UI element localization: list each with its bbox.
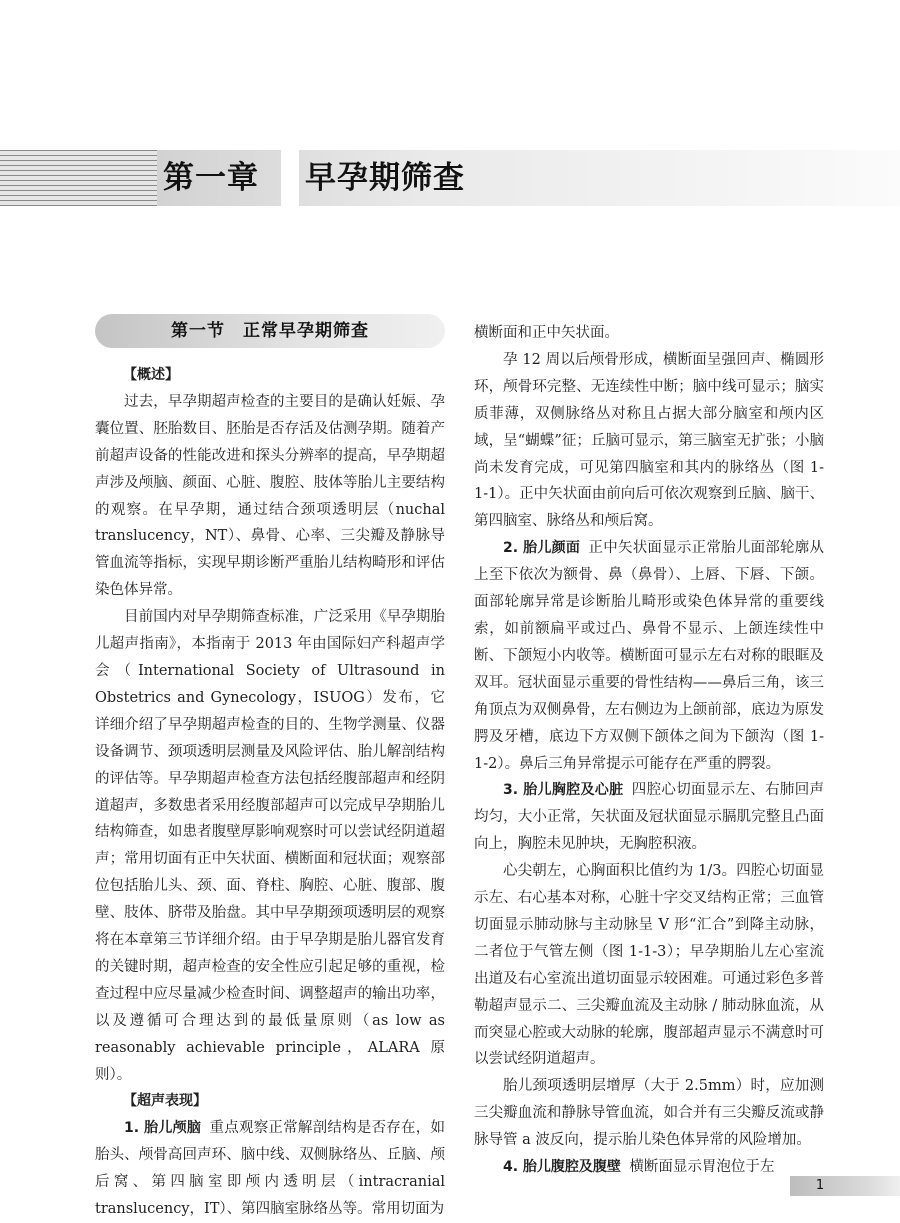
item-fetal-abdomen-label: 4. 胎儿腹腔及腹壁 — [503, 1159, 621, 1176]
item-fetal-brain — [95, 1115, 445, 1223]
week12-paragraph: 孕 12 周以后颅骨形成，横断面呈强回声、椭圆形环，颅骨环完整、无连续性中断；脑中线可显示；脑实质菲薄，双侧脉络丛对称且占据大部分脑室和颅内区域，呈“蝴蝶”征；丘脑可显示，第三脑室无扩张；小脑尚未发育完成，可见第四脑室和其内的脉络丛（图 1-1-1）。正中矢状面由前向后可依次观察到丘脑、脑干、第四脑室、脉络丛和颅后窝。 — [474, 351, 824, 530]
right-column — [474, 320, 824, 1181]
item-fetal-chest-heart — [474, 777, 824, 858]
chapter-banner — [157, 150, 900, 206]
nt-paragraph: 胎儿颈项透明层增厚（大于 2.5mm）时，应加测三尖瓣血流和静脉导管血流，如合并有三尖瓣反流或静脉导管 a 波反向，提示胎儿染色体异常的风险增加。 — [474, 1078, 824, 1149]
chapter-title: 早孕期筛查 — [305, 160, 465, 196]
item-fetal-brain-label: 1. 胎儿颅脑 — [124, 1120, 202, 1137]
banner-divider — [281, 150, 299, 206]
item-fetal-abdomen-text: 横断面显示胃泡位于左 — [629, 1159, 775, 1176]
page-number: 1 — [815, 1178, 825, 1193]
findings-heading: 【超声表现】 — [123, 1093, 207, 1110]
chapter-number: 第一章 — [163, 160, 259, 196]
item-fetal-chest-heart-text: 四腔心切面显示左、右肺回声均匀，大小正常，矢状面及冠状面显示膈肌完整且凸面向上，胸腔未见肿块，无胸腔积液。 — [474, 782, 824, 853]
item-fetal-face-text: 正中矢状面显示正常胎儿面部轮廓从上至下依次为额骨、鼻（鼻骨）、上唇、下唇、下颌。面部轮廓异常是诊断胎儿畸形或染色体异常的重要线索，如前额扁平或过凸、鼻骨不显示、上颌连续性中断、下颌短小内收等。横断面可显示左右对称的眼眶及双耳。冠状面显示重要的骨性结构——鼻后三角，该三角顶点为双侧鼻骨，左右侧边为上颌前部，底边为原发腭及牙槽，底边下方双侧下颌体之间为下颌沟（图 1-1-2）。鼻后三角异常提示可能存在严重的腭裂。 — [474, 540, 825, 772]
item-fetal-face — [474, 535, 824, 777]
heart-paragraph: 心尖朝左，心胸面积比值约为 1/3。四腔心切面显示左、右心基本对称，心脏十字交叉结构正常；三血管切面显示肺动脉与主动脉呈 V 形“汇合”到降主动脉，二者位于气管左侧（图 1-1-3）；早孕期胎儿左心室流出道及右心室流出道切面显示较困难。可通过彩色多普勒超声显示二、三尖瓣血流及主动脉 / 肺动脉血流，从而突显心腔或大动脉的轮廓，腹部超声显示不满意时可以尝试经阴道超声。 — [474, 863, 824, 1068]
overview-paragraph-1: 过去，早孕期超声检查的主要目的是确认妊娠、孕囊位置、胚胎数目、胚胎是否存活及估测孕期。随着产前超声设备的性能改进和探头分辨率的提高，早孕期超声涉及颅脑、颜面、心脏、腹腔、肢体等胎儿主要结构的观察。在早孕期，通过结合颈项透明层（nuchal translucency，NT）、鼻骨、心率、三尖瓣及静脉导管血流等指标，实现早期诊断严重胎儿结构畸形和评估染色体异常。 — [95, 393, 445, 599]
overview-paragraph-2: 目前国内对早孕期筛查标准，广泛采用《早孕期胎儿超声指南》，本指南于 2013 年由国际妇产科超声学会（International Society of Ultrasound in Obstetrics and Gynecology，ISUOG）发布，它详细介绍了早孕期超声检查的目的、生物学测量、仪器设备调节、颈项透明层测量及风险评估、胎儿解剖结构的评估等。早孕期超声检查方法包括经腹部超声和经阴道超声，多数患者采用经腹部超声可以完成早孕期胎儿结构筛查，如患者腹壁厚影响观察时可以尝试经阴道超声；常用切面有正中矢状面、横断面和冠状面；观察部位包括胎儿头、颈、面、脊柱、胸腔、心脏、腹部、腹壁、肢体、脐带及胎盘。其中早孕期颈项透明层的观察将在本章第三节详细介绍。由于早孕期是胎儿器官发育的关键时期，超声检查的安全性应引起足够的重视，检查过程中应尽量减少检查时间、调整超声的输出功率，以及遵循可合理达到的最低量原则（as low as reasonably achievable principle，ALARA 原则）。 — [95, 609, 445, 1083]
section-title: 第一节 正常早孕期筛查 — [171, 321, 369, 341]
continued-text: 横断面和正中矢状面。 — [474, 325, 619, 341]
banner-stripes-decoration — [0, 150, 157, 206]
overview-heading: 【概述】 — [123, 367, 179, 383]
left-column — [95, 362, 445, 1223]
item-fetal-face-label: 2. 胎儿颜面 — [503, 540, 581, 557]
item-fetal-brain-text: 重点观察正常解剖结构是否存在，如胎头、颅骨高回声环、脑中线、双侧脉络丛、丘脑、颅后窝、第四脑室即颅内透明层（intracranial translucency，IT）、第四脑室脉络丛等。常用切面为 — [95, 1120, 446, 1218]
item-fetal-abdomen — [474, 1154, 824, 1181]
item-fetal-chest-heart-label: 3. 胎儿胸腔及心脏 — [503, 782, 624, 799]
